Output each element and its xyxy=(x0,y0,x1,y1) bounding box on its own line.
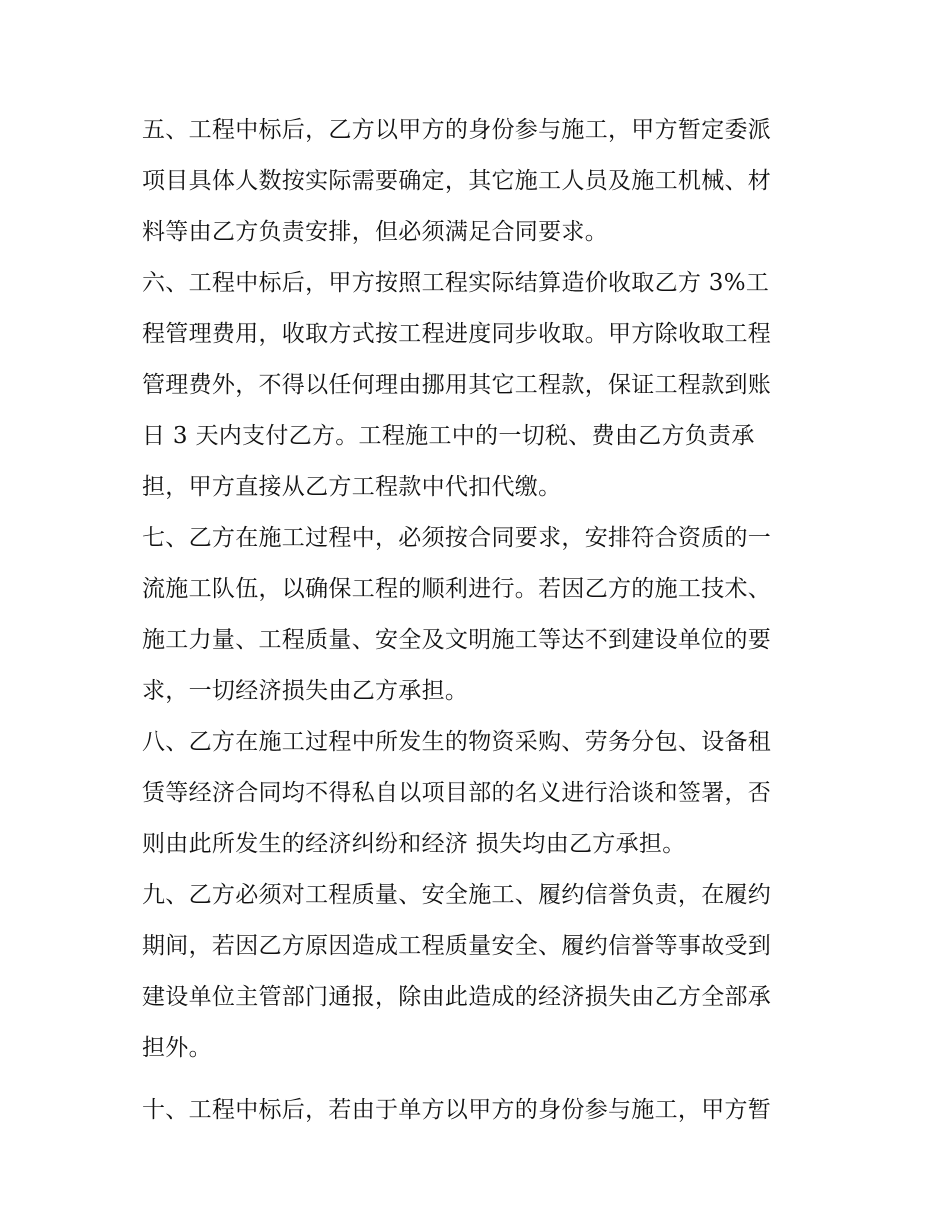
clause-9 xyxy=(142,870,814,1085)
clause-5 xyxy=(142,105,814,258)
contract-text xyxy=(142,105,814,1136)
clause-10 xyxy=(142,1085,814,1136)
clause-line: 期间，若因乙方原因造成工程质量安全、履约信誉等事故受到 xyxy=(142,933,772,959)
clause-line: 料等由乙方负责安排，但必须满足合同要求。 xyxy=(142,219,608,245)
clause-line: 建设单位主管部门通报，除由此造成的经济损失由乙方全部承 xyxy=(142,984,772,1010)
clause-line: 管理费外，不得以任何理由挪用其它工程款，保证工程款到账 xyxy=(142,372,772,398)
clause-line: 项目具体人数按实际需要确定，其它施工人员及施工机械、材 xyxy=(142,168,772,194)
clause-line: 八、乙方在施工过程中所发生的物资采购、劳务分包、设备租 xyxy=(142,729,772,755)
clause-7 xyxy=(142,513,814,717)
clause-line: 日 3 天内支付乙方。工程施工中的一切税、费由乙方负责承 xyxy=(142,423,755,449)
clause-6 xyxy=(142,258,814,513)
clause-line: 担，甲方直接从乙方工程款中代扣代缴。 xyxy=(142,474,562,500)
clause-line: 则由此所发生的经济纠纷和经济 损失均由乙方承担。 xyxy=(142,831,686,857)
clause-line: 流施工队伍，以确保工程的顺利进行。若因乙方的施工技术、 xyxy=(142,576,772,602)
clause-line: 五、工程中标后，乙方以甲方的身份参与施工，甲方暂定委派 xyxy=(142,117,772,143)
clause-line: 程管理费用，收取方式按工程进度同步收取。甲方除收取工程 xyxy=(142,321,772,347)
clause-line: 六、工程中标后，甲方按照工程实际结算造价收取乙方 3%工 xyxy=(142,270,770,296)
clause-line: 求，一切经济损失由乙方承担。 xyxy=(142,678,469,704)
clause-line: 十、工程中标后，若由于单方以甲方的身份参与施工，甲方暂 xyxy=(142,1097,772,1123)
clause-line: 施工力量、工程质量、安全及文明施工等达不到建设单位的要 xyxy=(142,627,772,653)
clause-line: 担外。 xyxy=(142,1035,212,1061)
clause-line: 赁等经济合同均不得私自以项目部的名义进行洽谈和签署，否 xyxy=(142,780,772,806)
clause-line: 九、乙方必须对工程质量、安全施工、履约信誉负责，在履约 xyxy=(142,882,772,908)
clause-line: 七、乙方在施工过程中，必须按合同要求，安排符合资质的一 xyxy=(142,525,772,551)
clause-8 xyxy=(142,717,814,870)
